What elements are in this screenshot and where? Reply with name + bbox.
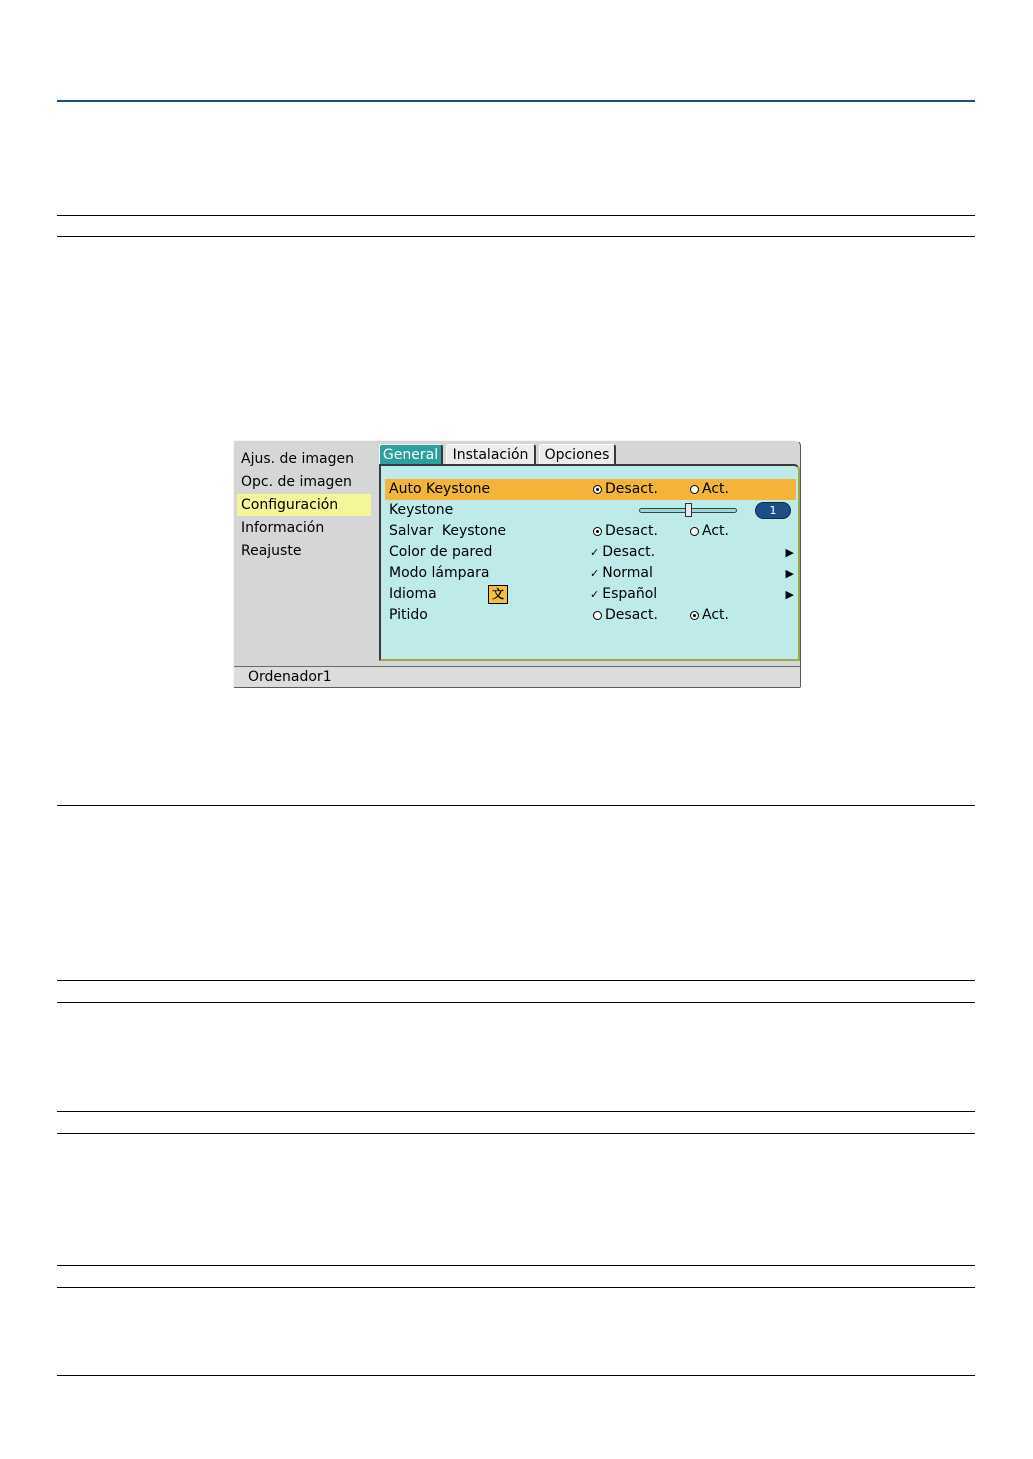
row-color-pared[interactable] [385,542,796,563]
row-label: Modo lámpara [389,565,490,581]
row-pitido[interactable] [385,605,796,626]
osd-menu-window [233,440,801,688]
idioma-value: ✓ Español [590,586,658,602]
pitido-desact-radio[interactable]: Desact. [593,605,658,626]
check-icon: ✓ [590,567,600,580]
row-label: Salvar Keystone [389,523,507,539]
rule [57,1375,975,1376]
rule [57,1287,975,1288]
row-label: Auto Keystone [389,481,491,497]
source-status-bar: Ordenador1 [234,666,800,687]
triangle-right-icon[interactable]: ▶ [785,546,794,559]
language-icon: 文 [488,585,508,604]
radio-icon [690,527,699,536]
tab-opciones[interactable]: Opciones [539,444,616,465]
rule [57,805,975,806]
sidebar-item-ajus-imagen[interactable]: Ajus. de imagen [241,451,354,467]
row-salvar-keystone[interactable] [385,521,796,542]
sidebar-item-configuracion[interactable]: Configuración [237,494,371,516]
tab-general[interactable]: General [379,444,443,465]
radio-selected-icon [690,611,699,620]
salvar-keystone-act-radio[interactable]: Act. [690,521,729,542]
rule [57,1111,975,1112]
sidebar-item-informacion[interactable]: Información [241,520,325,536]
tab-instalacion[interactable]: Instalación [446,444,536,465]
rule [57,215,975,216]
row-auto-keystone[interactable] [385,479,796,500]
settings-panel [379,464,800,661]
radio-icon [690,485,699,494]
rule [57,980,975,981]
sidebar-item-reajuste[interactable]: Reajuste [241,543,302,559]
row-label: Keystone [389,502,454,518]
row-label: Idioma [389,586,437,602]
row-keystone[interactable] [385,500,796,521]
auto-keystone-act-radio[interactable]: Act. [690,479,729,500]
radio-icon [593,611,602,620]
check-icon: ✓ [590,546,600,559]
keystone-value-badge: 1 [755,502,791,519]
auto-keystone-desact-radio[interactable]: Desact. [593,479,658,500]
rule [57,1133,975,1134]
row-modo-lampara[interactable] [385,563,796,584]
color-pared-value: ✓ Desact. [590,544,656,560]
row-label: Color de pared [389,544,493,560]
sidebar-item-opc-imagen[interactable]: Opc. de imagen [241,474,352,490]
pitido-act-radio[interactable]: Act. [690,605,729,626]
triangle-right-icon[interactable]: ▶ [785,567,794,580]
keystone-slider-handle[interactable] [685,503,692,517]
rule [57,236,975,237]
rule [57,1002,975,1003]
salvar-keystone-desact-radio[interactable]: Desact. [593,521,658,542]
radio-selected-icon [593,527,602,536]
radio-selected-icon [593,485,602,494]
triangle-right-icon[interactable]: ▶ [785,588,794,601]
rule [57,1265,975,1266]
row-label: Pitido [389,607,428,623]
modo-lampara-value: ✓ Normal [590,565,653,581]
top-rule [57,100,975,102]
check-icon: ✓ [590,588,600,601]
row-idioma[interactable] [385,584,796,605]
